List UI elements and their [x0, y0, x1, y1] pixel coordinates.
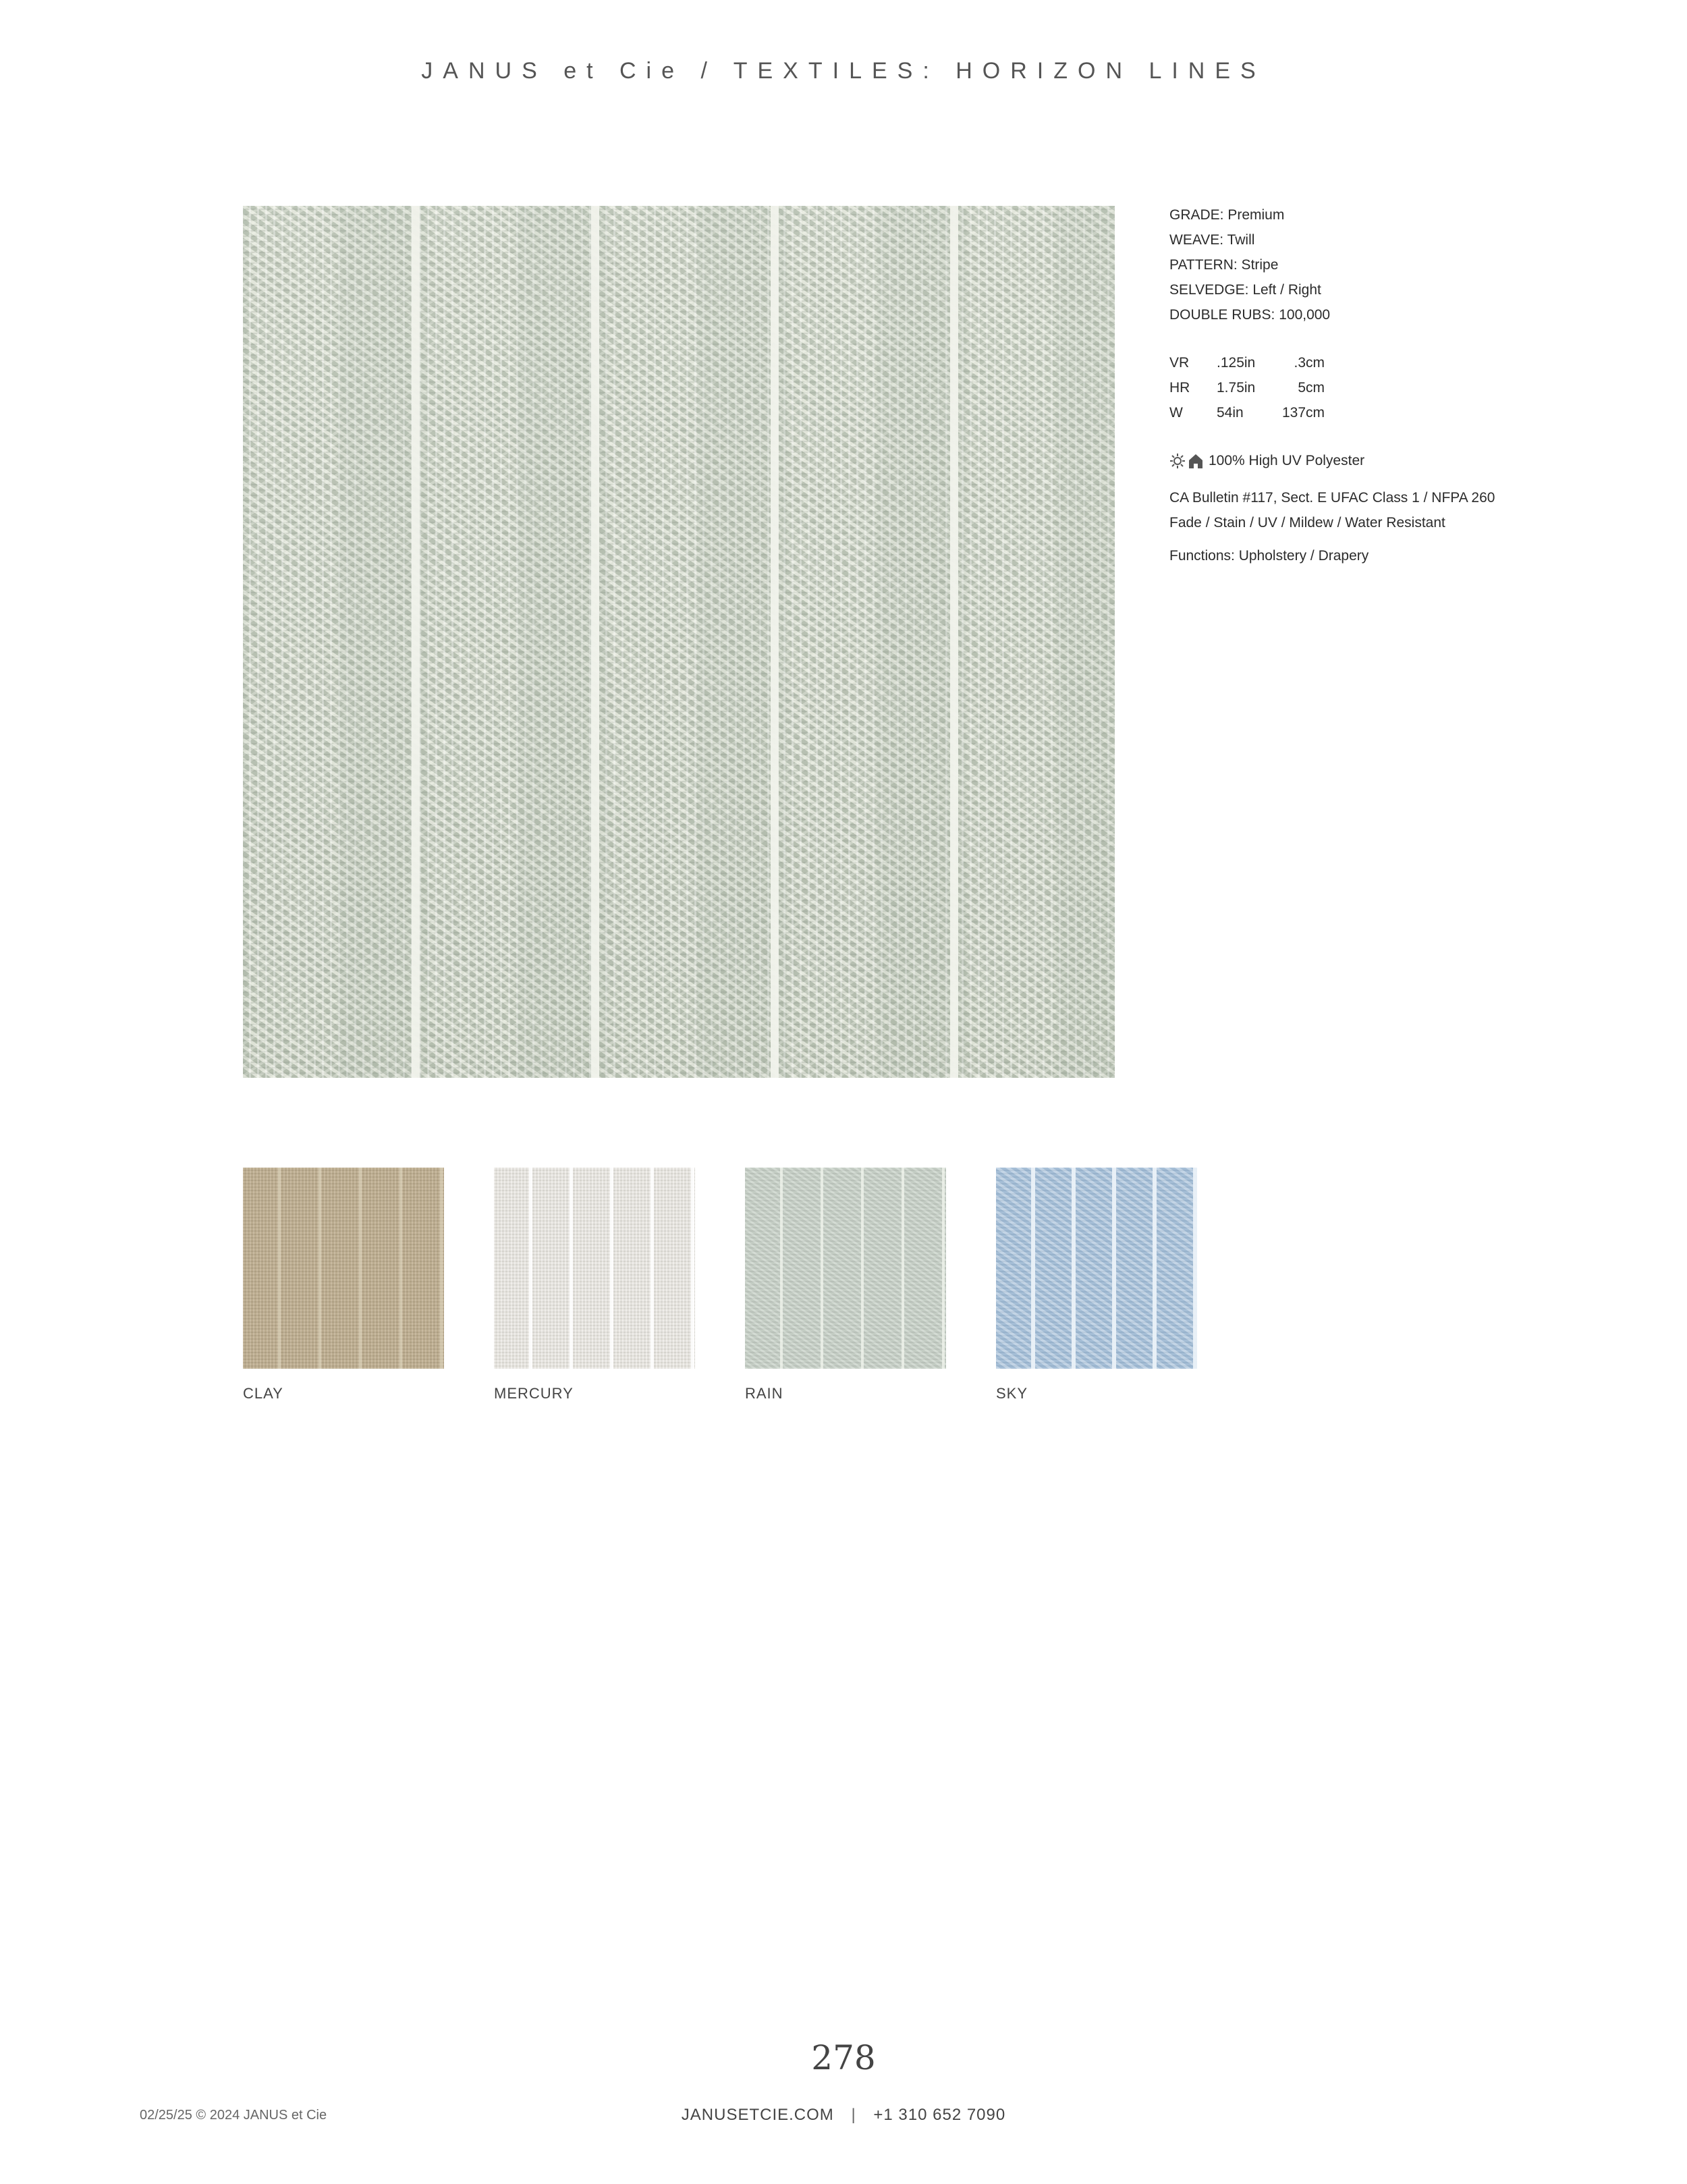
- functions-text: Functions: Upholstery / Drapery: [1169, 548, 1369, 564]
- phone-number[interactable]: +1 310 652 7090: [873, 2106, 1006, 2124]
- dimension-label: HR: [1169, 380, 1190, 395]
- fiber-content: 100% High UV Polyester: [1209, 453, 1365, 468]
- website-link[interactable]: JANUSETCIE.COM: [681, 2106, 834, 2124]
- home-icon: [1188, 453, 1203, 469]
- page-header-title: JANUS et Cie / TEXTILES: HORIZON LINES: [421, 58, 1266, 84]
- colorway-sky[interactable]: [996, 1168, 1197, 1402]
- dimension-cm: 137cm: [1281, 405, 1325, 420]
- colorway-swatch-image[interactable]: [745, 1168, 946, 1369]
- page-number: 278: [811, 2038, 876, 2077]
- dimension-inches: 54in: [1217, 405, 1244, 420]
- colorway-label: SKY: [996, 1385, 1028, 1402]
- spec-pattern: PATTERN: Stripe: [1169, 257, 1279, 273]
- sun-icon: [1169, 453, 1186, 469]
- main-fabric-swatch-image: [243, 206, 1115, 1078]
- dimension-label: W: [1169, 405, 1183, 420]
- performance-icons: [1169, 453, 1203, 469]
- colorway-label: CLAY: [243, 1385, 283, 1402]
- dimension-row-w: [1169, 400, 1642, 425]
- compliance-standards: CA Bulletin #117, Sect. E UFAC Class 1 / NFPA 260: [1169, 490, 1495, 506]
- fabric-texture-overlay: [243, 206, 1115, 1078]
- resistance-properties: Fade / Stain / UV / Mildew / Water Resistant: [1169, 515, 1445, 530]
- spec-weave: WEAVE: Twill: [1169, 232, 1255, 248]
- footer-date-copyright: 02/25/25 © 2024 JANUS et Cie: [140, 2108, 327, 2123]
- dimension-row-hr: [1169, 375, 1642, 400]
- colorway-rain[interactable]: [745, 1168, 946, 1402]
- dimension-cm: 5cm: [1298, 380, 1325, 395]
- dimension-inches: .125in: [1217, 355, 1256, 371]
- dimension-row-vr: [1169, 350, 1642, 375]
- colorway-label: MERCURY: [494, 1385, 574, 1402]
- spec-panel: [1169, 202, 1642, 568]
- spec-selvedge: SELVEDGE: Left / Right: [1169, 282, 1321, 298]
- spec-grade: GRADE: Premium: [1169, 207, 1285, 223]
- colorway-clay[interactable]: [243, 1168, 444, 1402]
- dimension-inches: 1.75in: [1217, 380, 1256, 395]
- dimension-cm: .3cm: [1294, 355, 1325, 371]
- footer-separator: |: [851, 2106, 856, 2124]
- fiber-content-row: [1169, 448, 1642, 473]
- dimension-label: VR: [1169, 355, 1190, 371]
- compliance-block: [1169, 485, 1642, 535]
- spec-double-rubs: DOUBLE RUBS: 100,000: [1169, 307, 1331, 323]
- colorway-swatch-image[interactable]: [996, 1168, 1197, 1369]
- colorway-swatch-image[interactable]: [494, 1168, 695, 1369]
- footer-contact: [0, 2106, 1687, 2125]
- colorway-swatch-image[interactable]: [243, 1168, 444, 1369]
- functions-block: [1169, 543, 1642, 568]
- colorway-mercury[interactable]: [494, 1168, 695, 1402]
- colorway-label: RAIN: [745, 1385, 783, 1402]
- repeat-dimensions-table: [1169, 350, 1642, 425]
